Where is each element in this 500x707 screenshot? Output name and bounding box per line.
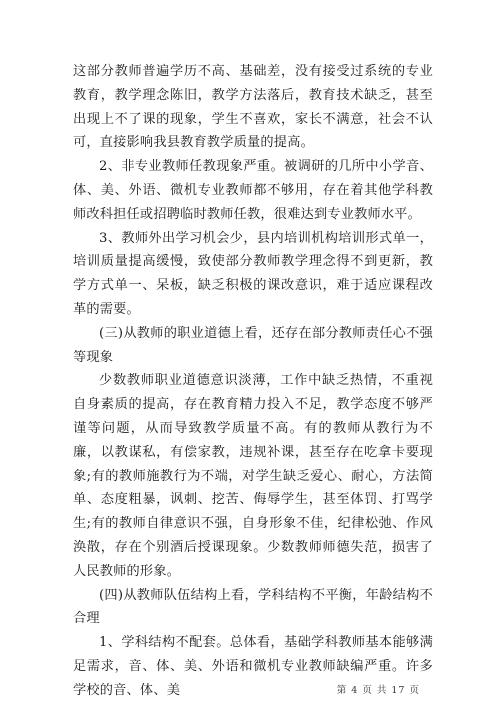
page-number-footer: 第 4 页 共 17 页 <box>336 685 420 696</box>
document-body <box>73 60 433 703</box>
section-heading-3: (三)从教师的职业道德上看，还存在部分教师责任心不强等现象 <box>73 325 433 365</box>
paragraph-2: 2、非专业教师任教现象严重。被调研的几所中小学音、体、美、外语、微机专业教师都不够用，存在着其他学科教师改科担任或招聘临时教师任教，很难达到专业教师水平。 <box>73 159 433 222</box>
paragraph-1: 这部分教师普遍学历不高、基础差，没有接受过系统的专业教育，教学理念陈旧，教学方法落后，教育技术缺乏，甚至出现上不了课的现象，学生不喜欢，家长不满意，社会不认可，直接影响我县教育教学质量的提高。 <box>73 64 433 151</box>
paragraph-4: 少数教师职业道德意识淡薄，工作中缺乏热情，不重视自身素质的提高，存在教育精力投入不足，教学态度不够严谨等问题，从而导致教学质量不高。有的教师从教行为不廉，以教谋私，有偿家教，违规补课，甚至存在吃拿卡要现象;有的教师施教行为不端，对学生缺乏爱心、耐心，方法简单、态度粗暴，讽刺、挖苦、侮辱学生，甚至体罚、打骂学生;有的教师自律意识不强，自身形象不佳，纪律松弛、作风涣散，存在个别酒后授课现象。少数教师师德失范，损害了人民教师的形象。 <box>73 373 433 579</box>
paragraph-3: 3、教师外出学习机会少，县内培训机构培训形式单一，培训质量提高缓慢，致使部分教师教学理念得不到更新，教学方式单一、呆板，缺乏积极的课改意识，难于适应课程改革的需要。 <box>73 230 433 317</box>
paragraph-5: 1、学科结构不配套。总体看，基础学科教师基本能够满足需求，音、体、美、外语和微机专业教师缺编严重。许多学校的音、体、美 <box>73 635 433 698</box>
section-heading-4: (四)从教师队伍结构上看，学科结构不平衡，年龄结构不合理 <box>73 587 433 627</box>
